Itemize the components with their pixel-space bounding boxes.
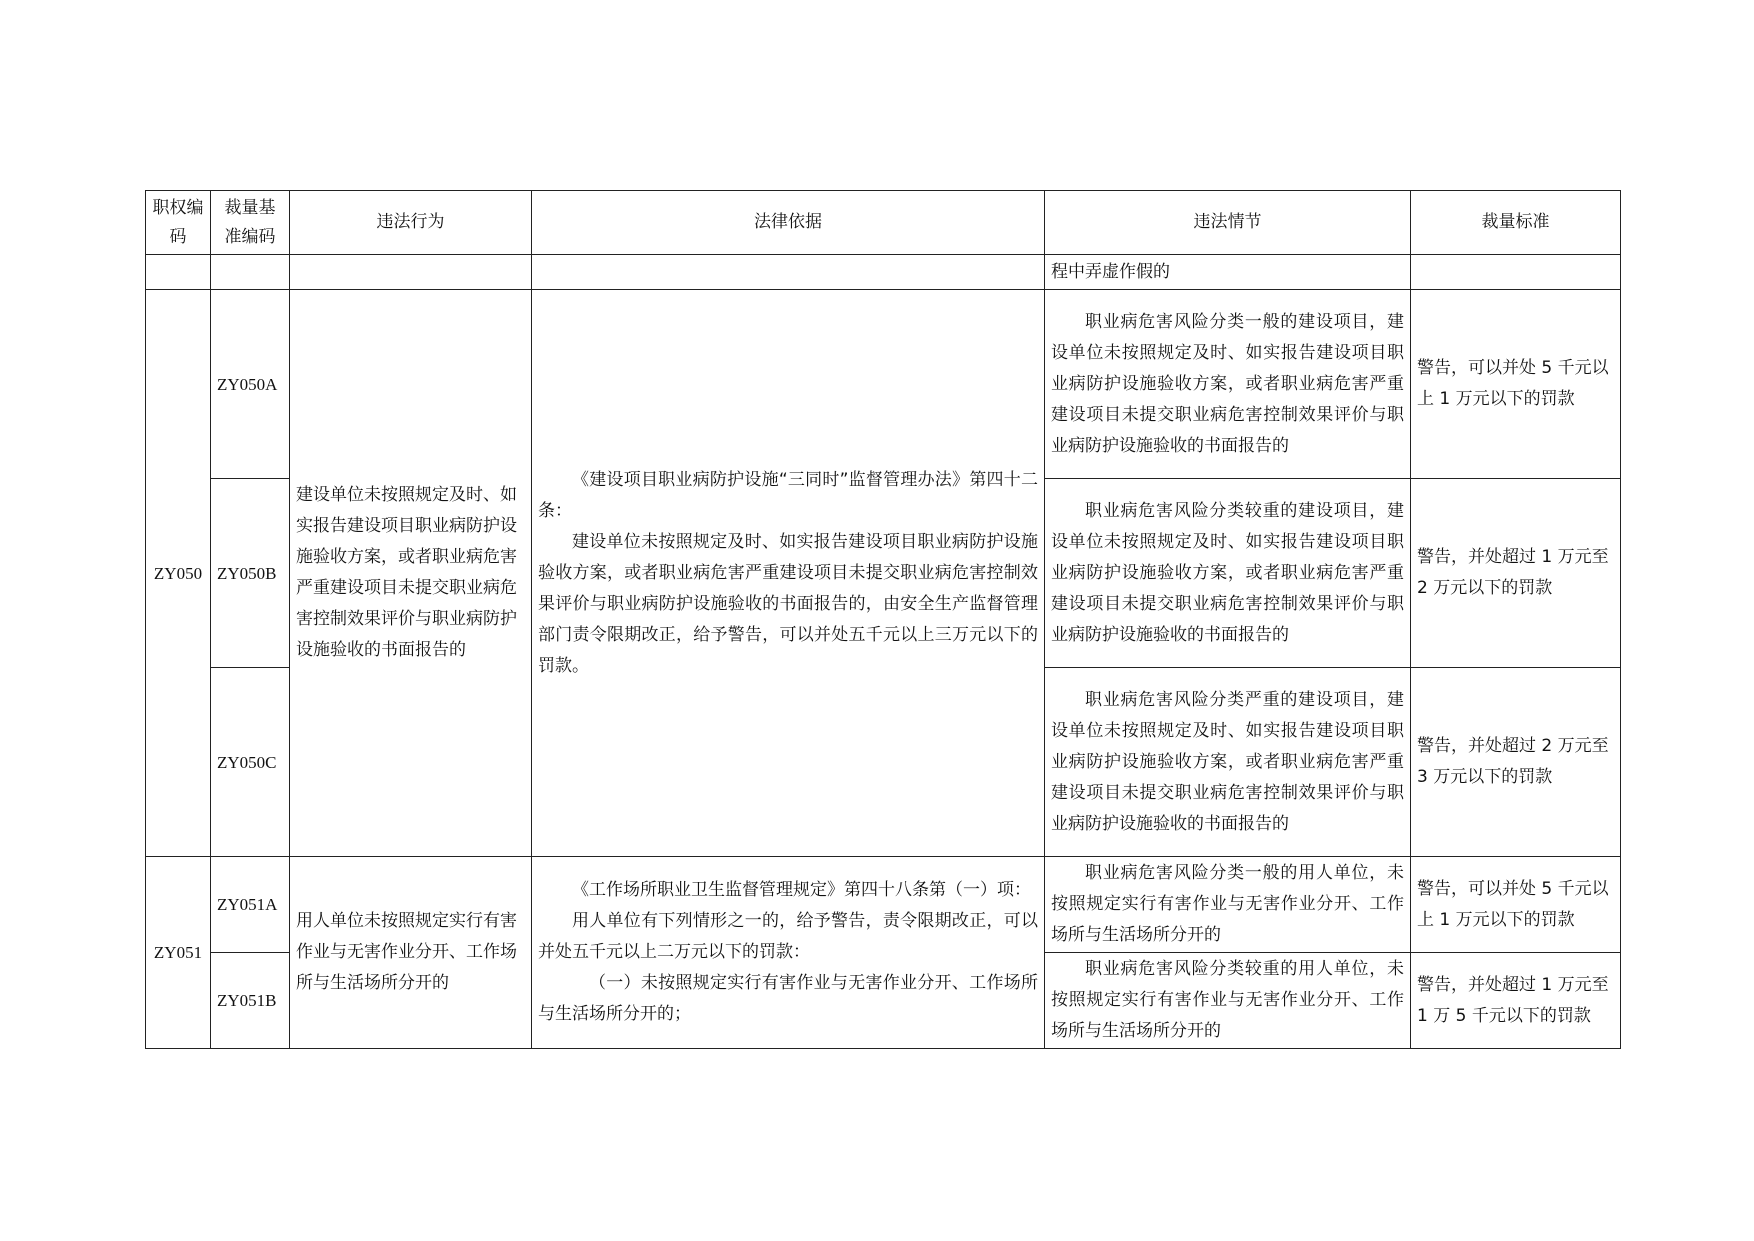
penalty-cell: 警告，可以并处 5 千元以上 1 万元以下的罚款 bbox=[1411, 857, 1621, 953]
circumstance-cell bbox=[1045, 668, 1411, 857]
legal-basis-cell bbox=[532, 290, 1045, 857]
continuation-legal-basis bbox=[532, 255, 1045, 290]
circumstance-cell bbox=[1045, 479, 1411, 668]
continuation-row bbox=[146, 255, 1621, 290]
header-legal-basis: 法律依据 bbox=[532, 191, 1045, 255]
standard-code-cell: ZY050C bbox=[211, 668, 290, 857]
circumstance-cell bbox=[1045, 290, 1411, 479]
header-penalty: 裁量标准 bbox=[1411, 191, 1621, 255]
continuation-standard-code bbox=[211, 255, 290, 290]
penalty-cell: 警告，并处超过 1 万元至 2 万元以下的罚款 bbox=[1411, 479, 1621, 668]
standard-code-cell: ZY050A bbox=[211, 290, 290, 479]
circumstance-text: 职业病危害风险分类一般的用人单位，未按照规定实行有害作业与无害作业分开、工作场所与生活场所分开的 bbox=[1051, 863, 1404, 945]
penalty-cell: 警告，可以并处 5 千元以上 1 万元以下的罚款 bbox=[1411, 290, 1621, 479]
legal-basis-title: 《工作场所职业卫生监督管理规定》第四十八条第（一）项： bbox=[572, 880, 1031, 900]
circumstance-cell bbox=[1045, 857, 1411, 953]
penalty-cell: 警告，并处超过 1 万元至 1 万 5 千元以下的罚款 bbox=[1411, 953, 1621, 1049]
continuation-violation bbox=[290, 255, 532, 290]
penalty-cell: 警告，并处超过 2 万元至 3 万元以下的罚款 bbox=[1411, 668, 1621, 857]
power-code-cell: ZY050 bbox=[146, 290, 211, 857]
discretion-standards-table bbox=[145, 190, 1621, 1049]
circumstance-text: 职业病危害风险分类较重的建设项目，建设单位未按照规定及时、如实报告建设项目职业病防护设施验收方案，或者职业病危害严重建设项目未提交职业病危害控制效果评价与职业病防护设施验收的书面报告的 bbox=[1051, 500, 1404, 645]
circumstance-cell bbox=[1045, 953, 1411, 1049]
legal-basis-body: 用人单位有下列情形之一的，给予警告，责令限期改正，可以并处五千元以上二万元以下的罚款： bbox=[538, 911, 1038, 962]
legal-basis-title: 《建设项目职业病防护设施“三同时”监督管理办法》第四十二条： bbox=[538, 469, 1038, 521]
header-row bbox=[146, 191, 1621, 255]
legal-basis-item: （一）未按照规定实行有害作业与无害作业分开、工作场所与生活场所分开的； bbox=[538, 973, 1038, 1024]
violation-cell: 用人单位未按照规定实行有害作业与无害作业分开、工作场所与生活场所分开的 bbox=[290, 857, 532, 1049]
continuation-penalty bbox=[1411, 255, 1621, 290]
legal-basis-cell bbox=[532, 857, 1045, 1049]
header-violation: 违法行为 bbox=[290, 191, 532, 255]
header-circumstance: 违法情节 bbox=[1045, 191, 1411, 255]
legal-basis-body: 建设单位未按照规定及时、如实报告建设项目职业病防护设施验收方案，或者职业病危害严重建设项目未提交职业病危害控制效果评价与职业病防护设施验收的书面报告的，由安全生产监督管理部门责令限期改正，给予警告，可以并处五千元以上三万元以下的罚款。 bbox=[538, 531, 1038, 676]
standard-code-cell: ZY051A bbox=[211, 857, 290, 953]
table-row bbox=[146, 857, 1621, 953]
header-power-code: 职权编码 bbox=[146, 191, 211, 255]
violation-cell: 建设单位未按照规定及时、如实报告建设项目职业病防护设施验收方案，或者职业病危害严重建设项目未提交职业病危害控制效果评价与职业病防护设施验收的书面报告的 bbox=[290, 290, 532, 857]
circumstance-text: 职业病危害风险分类较重的用人单位，未按照规定实行有害作业与无害作业分开、工作场所与生活场所分开的 bbox=[1051, 959, 1404, 1041]
standard-code-cell: ZY050B bbox=[211, 479, 290, 668]
header-standard-code: 裁量基准编码 bbox=[211, 191, 290, 255]
circumstance-text: 职业病危害风险分类严重的建设项目，建设单位未按照规定及时、如实报告建设项目职业病防护设施验收方案，或者职业病危害严重建设项目未提交职业病危害控制效果评价与职业病防护设施验收的书面报告的 bbox=[1051, 689, 1404, 834]
power-code-cell: ZY051 bbox=[146, 857, 211, 1049]
continuation-power-code bbox=[146, 255, 211, 290]
continuation-circumstance: 程中弄虚作假的 bbox=[1045, 255, 1411, 290]
standard-code-cell: ZY051B bbox=[211, 953, 290, 1049]
table-row bbox=[146, 290, 1621, 479]
circumstance-text: 职业病危害风险分类一般的建设项目，建设单位未按照规定及时、如实报告建设项目职业病防护设施验收方案，或者职业病危害严重建设项目未提交职业病危害控制效果评价与职业病防护设施验收的书面报告的 bbox=[1051, 311, 1404, 456]
